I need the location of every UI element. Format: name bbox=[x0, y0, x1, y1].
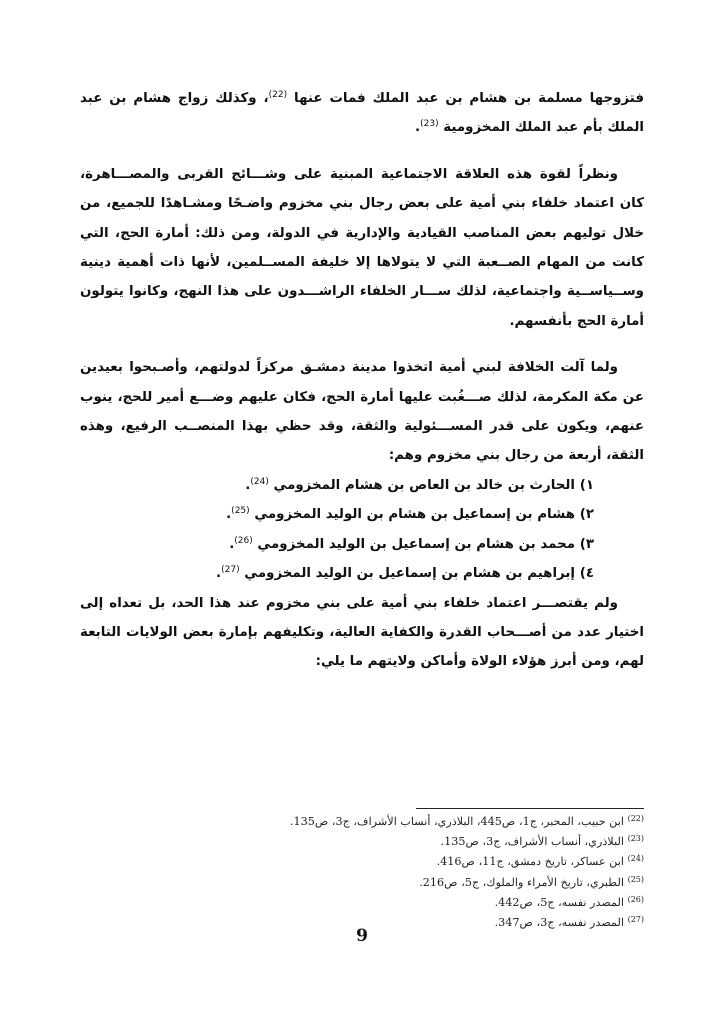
footnote bbox=[124, 873, 644, 893]
paragraph: ولما آلت الخلافة لبني أمية اتخذوا مدينة دمشـق مركزاً لدولتهم، وأصـبحوا بعيدين عن مكة المكرمة، لذلك صـــغُبت عليها أمارة الحج، فكان عليهم وضـــع أمير للحج، ينوب عنهم، ويكون على قدر المســـئولية والثقة، وقد حظي بهذا المنصــب الرفيع، وهذه الثقة، أربعة من رجال بني مخزوم وهم: bbox=[80, 360, 644, 464]
list-item-text: الحارث بن خالد بن العاص بن هشام المخزومي bbox=[268, 477, 576, 493]
list-item-end: . bbox=[226, 507, 232, 523]
list-item-text: هشام بن إسماعيل بن هشام بن الوليد المخزومي bbox=[249, 507, 576, 523]
paragraph: ونظراً لقوة هذه العلاقة الاجتماعية المبنية على وشـــائج القربى والمصـــاهرة، كان اعتماد خلفاء بني أمية على بعض رجال بني مخزوم واضـحًا ومشـاهدًا للجميع، من خلال توليهم بعض المناصب القيادية والإدارية في الدولة، ومن ذلك: أمارة الحج، التي كانت من المهام الصــعبة التي لا يتولاها إلا خليفة المســلمين، لأنها ذات أهمية دينية وســياســية واجتماعية، لذلك ســـار الخلفاء الراشـــدون على هذا النهج، وكانوا يتولون أمارة الحج بأنفسهم. bbox=[80, 166, 644, 329]
footnote-reference[interactable]: (27) bbox=[221, 565, 240, 576]
list-item bbox=[80, 559, 644, 588]
list-item-text: إبراهيم بن هشام بن إسماعيل بن الوليد المخزومي bbox=[239, 566, 576, 582]
footnote-text: البلاذري، أنساب الأشراف، ج3، ص135. bbox=[440, 835, 628, 849]
list-item bbox=[80, 500, 644, 529]
footnote-text: المصدر نفسه، ج5، ص442. bbox=[494, 895, 628, 909]
list-number: ٣) bbox=[579, 536, 594, 552]
footnote-separator bbox=[416, 808, 644, 809]
paragraph: ولم يقتصـــر اعتماد خلفاء بني أمية على بني مخزوم عند هذا الحد، بل تعداه إلى اختيار عدد من أصـــحاب القدرة والكفاية العالية، وتكليفهم بإمارة بعض الولايات التابعة لهم، ومن أبرز هؤلاء الولاة وأماكن ولايتهم ما يلي: bbox=[80, 595, 644, 670]
footnote-reference[interactable]: (25) bbox=[231, 506, 250, 517]
list-item-end: . bbox=[229, 536, 235, 552]
page-number: 9 bbox=[356, 926, 368, 946]
footnote-marker: (26) bbox=[627, 894, 644, 904]
paragraph-text: . bbox=[415, 120, 421, 136]
footnote-text: المصدر نفسه، ج3، ص347. bbox=[494, 916, 628, 930]
footnote-text: الطبري، تاريخ الأمراء والملوك، ج5، ص216. bbox=[419, 875, 628, 889]
footnote bbox=[124, 812, 644, 832]
paragraph-text: ، وكذلك زواج هشام بن عبد الملك بأم عبد الملك المخزومية bbox=[80, 91, 644, 136]
footnote-text: ابن حبيب، المحبر، ج1، ص445، البلاذري، أنساب الأشراف، ج3، ص135. bbox=[289, 815, 628, 828]
footnote bbox=[124, 832, 644, 852]
footnote-marker: (25) bbox=[627, 874, 644, 884]
footnote-reference[interactable]: (24) bbox=[250, 476, 269, 487]
footnote-marker: (22) bbox=[627, 814, 644, 823]
list-item bbox=[80, 471, 644, 500]
paragraph-text: فتزوجها مسلمة بن هشام بن عبد الملك فمات عنها bbox=[287, 91, 644, 106]
paragraph-continuation bbox=[80, 84, 644, 143]
numbered-list bbox=[80, 471, 644, 589]
list-item-end: . bbox=[245, 477, 251, 493]
footnote bbox=[124, 852, 644, 872]
footnote-marker: (27) bbox=[627, 915, 644, 925]
footnote bbox=[124, 893, 644, 913]
footnote-reference[interactable]: (26) bbox=[234, 535, 253, 546]
footnote-reference[interactable]: (23) bbox=[420, 119, 439, 130]
footnote-marker: (24) bbox=[627, 854, 644, 864]
footnote-text: ابن عساكر، تاريخ دمشق، ج11، ص416. bbox=[436, 855, 628, 869]
footnote-marker: (23) bbox=[627, 834, 644, 844]
list-number: ٤) bbox=[579, 566, 594, 582]
list-number: ٢) bbox=[579, 507, 594, 523]
list-item-text: محمد بن هشام بن إسماعيل بن الوليد المخزومي bbox=[252, 536, 576, 552]
footnotes bbox=[124, 812, 644, 933]
footnote-reference[interactable]: (22) bbox=[268, 90, 288, 100]
list-number: ١) bbox=[579, 477, 594, 493]
body-text bbox=[80, 84, 644, 677]
list-item bbox=[80, 530, 644, 559]
list-item-end: . bbox=[216, 566, 222, 582]
